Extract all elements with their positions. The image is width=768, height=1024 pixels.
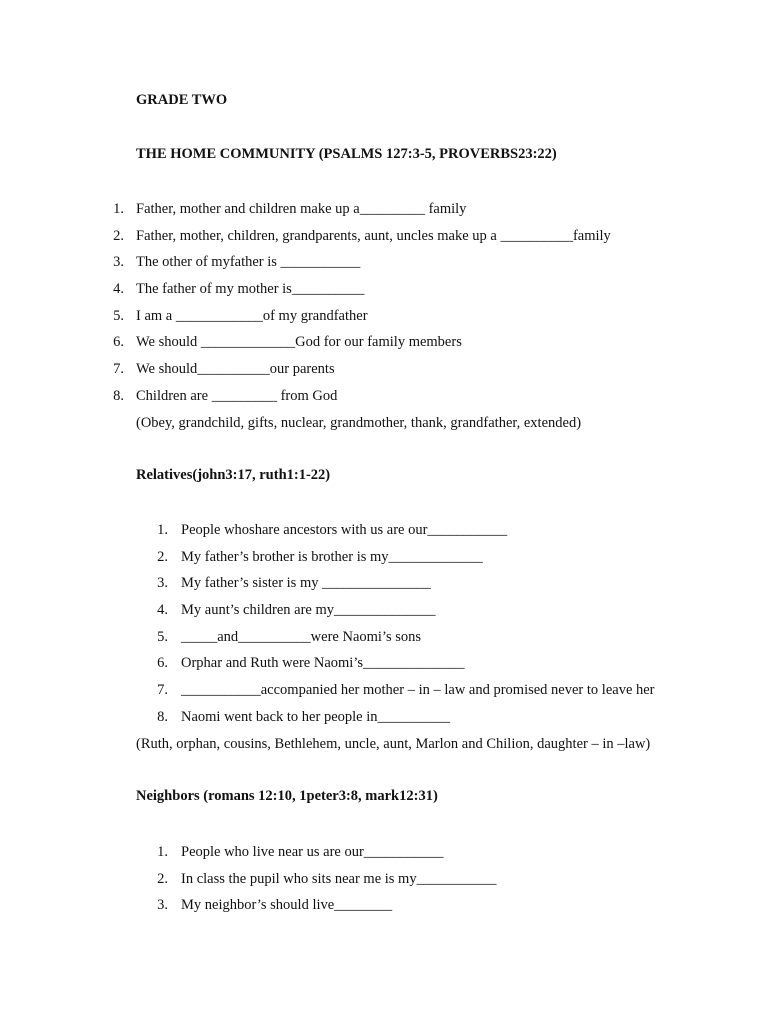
question-text: Naomi went back to her people in__________	[181, 708, 450, 725]
question-text: The father of my mother is__________	[136, 281, 365, 298]
question-item	[0, 869, 768, 896]
question-item	[0, 707, 768, 734]
question-number: 5.	[157, 628, 168, 645]
question-item	[0, 600, 768, 627]
relatives-questions	[0, 520, 768, 734]
word-bank: (Obey, grandchild, gifts, nuclear, grandmother, thank, grandfather, extended)	[136, 415, 582, 431]
neighbors-questions	[0, 842, 768, 922]
question-item	[0, 627, 768, 654]
question-item	[0, 573, 768, 600]
question-item	[0, 520, 768, 547]
question-text: My father’s brother is brother is my_____________	[181, 548, 483, 565]
question-text: Orphar and Ruth were Naomi’s______________	[181, 655, 465, 672]
question-number: 2.	[113, 227, 124, 244]
question-number: 6.	[113, 334, 124, 351]
question-text: Children are _________ from God	[136, 387, 338, 404]
question-item	[0, 306, 768, 333]
section-heading-neighbors: Neighbors (romans 12:10, 1peter3:8, mark12:31)	[136, 788, 438, 804]
question-text: I am a ____________of my grandfather	[136, 307, 368, 324]
question-text: We should__________our parents	[136, 361, 335, 378]
question-number: 3.	[157, 897, 168, 914]
question-number: 7.	[157, 682, 168, 699]
question-number: 1.	[157, 522, 168, 538]
word-bank: (Ruth, orphan, cousins, Bethlehem, uncle, aunt, Marlon and Chilion, daughter – in –law)	[136, 736, 651, 752]
question-item	[0, 226, 768, 253]
question-item	[0, 842, 768, 869]
question-text: My aunt’s children are my______________	[181, 602, 436, 619]
section-heading-home-community: THE HOME COMMUNITY (PSALMS 127:3-5, PROVERBS23:22)	[136, 146, 557, 162]
question-item	[0, 895, 768, 922]
question-number: 5.	[113, 307, 124, 324]
question-item	[0, 199, 768, 226]
question-text: People whoshare ancestors with us are our___________	[181, 522, 508, 538]
home-community-questions	[0, 199, 768, 413]
question-number: 2.	[157, 548, 168, 565]
question-number: 8.	[157, 708, 168, 725]
question-item	[0, 359, 768, 386]
question-number: 7.	[113, 361, 124, 378]
question-number: 4.	[113, 281, 124, 298]
question-text: In class the pupil who sits near me is my___________	[181, 870, 497, 887]
question-number: 3.	[157, 575, 168, 592]
question-item	[0, 653, 768, 680]
question-item	[0, 547, 768, 574]
question-number: 4.	[157, 602, 168, 619]
question-text: Father, mother and children make up a_________ family	[136, 201, 467, 217]
question-text: My father’s sister is my _______________	[181, 575, 431, 592]
question-number: 8.	[113, 387, 124, 404]
question-text: The other of myfather is ___________	[136, 254, 361, 271]
question-text: My neighbor’s should live________	[181, 897, 393, 914]
question-item	[0, 386, 768, 413]
question-number: 3.	[113, 254, 124, 271]
question-number: 2.	[157, 870, 168, 887]
question-text: ___________accompanied her mother – in – law and promised never to leave her	[181, 682, 655, 699]
question-item	[0, 680, 768, 707]
question-text: Father, mother, children, grandparents, aunt, uncles make up a __________family	[136, 227, 611, 244]
question-number: 6.	[157, 655, 168, 672]
question-item	[0, 332, 768, 359]
question-text: _____and__________were Naomi’s sons	[181, 628, 422, 645]
question-item	[0, 252, 768, 279]
question-text: People who live near us are our___________	[181, 844, 444, 860]
grade-title: GRADE TWO	[136, 92, 228, 108]
question-item	[0, 279, 768, 306]
question-text: We should _____________God for our family members	[136, 334, 462, 351]
section-heading-relatives: Relatives(john3:17, ruth1:1-22)	[136, 467, 331, 483]
question-number: 1.	[113, 201, 124, 217]
question-number: 1.	[157, 844, 168, 860]
